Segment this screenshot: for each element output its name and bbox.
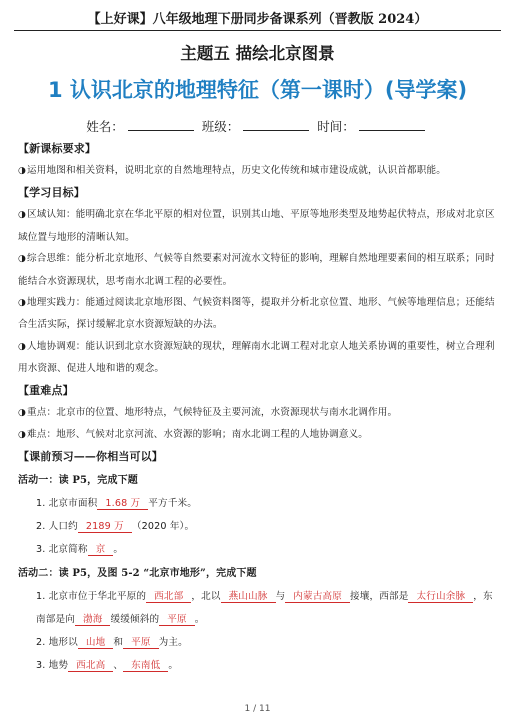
name-label: 姓名： [86, 119, 124, 134]
answer-blank[interactable]: 燕山山脉 [221, 591, 276, 603]
activity-two-title: 活动二：读 P5，及图 5-2 “北京市地形”，完成下题 [18, 568, 257, 580]
answer-blank[interactable]: 2189 万 [78, 521, 132, 533]
keypoint-item: ◑重点：北京市的位置、地形特点，气候特征及主要河流，水资源现状与南水北调作用。 [18, 406, 398, 418]
theme-title: 主题五 描绘北京图景 [180, 44, 335, 63]
half-filled-circle-icon: ◑ [18, 166, 27, 176]
standards-paragraph: ◑运用地图和相关资料，说明北京的自然地理特点，历史文化传统和城市建设成就，认识首都职能。 [18, 165, 446, 176]
half-filled-circle-icon: ◑ [18, 407, 27, 418]
answer-blank[interactable]: 山地 [78, 637, 114, 649]
answer-blank[interactable]: 内蒙古高原 [285, 591, 350, 603]
answer-blank[interactable]: 平原 [123, 637, 159, 649]
goal-item: ◑地理实践力：能通过阅读北京地形图、气候资料图等，提取并分析北京位置、地形、气候等地理信息；还能结合生活实际，探讨缓解北京水资源短缺的办法。 [18, 297, 495, 331]
answer-blank[interactable]: 渤海 [75, 614, 111, 626]
answer-blank[interactable]: 西北高 [68, 660, 113, 672]
half-filled-circle-icon: ◑ [18, 430, 27, 441]
lesson-title: 1 认识北京的地理特征（第一课时）(导学案) [47, 78, 468, 102]
keypoint-item: ◑难点：地形、气候对北京河流、水资源的影响；南水北调工程的人地协调意义。 [18, 429, 369, 441]
class-label: 班级： [201, 119, 240, 134]
activity-one-title: 活动一：读 P5，完成下题 [18, 475, 138, 487]
goal-item: ◑人地协调观：能认识到北京水资源短缺的现状，理解南水北调工程对北京人地关系协调的重要性，树立合理利用水资源、促进人地和谐的观念。 [18, 340, 495, 375]
question-item: 2. 人口约 2189 万 （2020 年）。 [36, 521, 195, 533]
series-header: 【上好课】八年级地理下册同步备课系列（晋教版 2024） [14, 8, 501, 31]
answer-blank[interactable]: 京 [88, 544, 114, 556]
document-body [18, 138, 500, 677]
half-filled-circle-icon: ◑ [18, 254, 27, 265]
time-blank[interactable] [359, 118, 425, 131]
question-item: 3. 地势 西北高 、 东南低 。 [36, 660, 179, 672]
half-filled-circle-icon: ◑ [18, 298, 27, 309]
question-item: 1. 北京市面积 1.68 万 平方千米。 [36, 498, 197, 510]
answer-blank[interactable]: 西北部 [146, 591, 191, 603]
student-info-row [0, 117, 515, 135]
time-label: 时间： [317, 119, 355, 134]
answer-blank[interactable]: 东南低 [123, 660, 168, 672]
section-heading-preview: 【课前预习——你相当可以】 [18, 450, 163, 464]
question-item: 2. 地形以 山地 和 平原 为主。 [36, 637, 188, 649]
half-filled-circle-icon: ◑ [18, 341, 27, 352]
answer-blank[interactable]: 平原 [159, 614, 195, 626]
section-heading-standards: 【新课标要求】 [18, 142, 97, 155]
question-item: 1. 北京市位于华北平原的 西北部 ，北以 燕山山脉 与 内蒙古高原 接壤，西部是 太行山余脉 ，东南部是向 渤海 缓缓倾斜的 平原 。 [36, 591, 493, 626]
section-heading-goals: 【学习目标】 [18, 186, 85, 200]
answer-blank[interactable]: 太行山余脉 [408, 591, 473, 603]
half-filled-circle-icon: ◑ [18, 210, 27, 221]
section-heading-keypoints: 【重难点】 [18, 383, 74, 397]
name-blank[interactable] [128, 118, 194, 131]
answer-blank[interactable]: 1.68 万 [97, 498, 148, 510]
goal-item: ◑区域认知：能明确北京在华北平原的相对位置，识别其山地、平原等地形类型及地势起伏特点，形成对北京区域位置与地形的清晰认知。 [18, 209, 495, 243]
question-item: 3. 北京简称 京 。 [36, 544, 124, 556]
class-blank[interactable] [243, 118, 309, 131]
page-number: 1 / 11 [244, 704, 271, 714]
goal-item: ◑综合思维：能分析北京地形、气候等自然要素对河流水文特征的影响，理解自然地理要素间的相互联系；同时能结合水资源现状，思考南水北调工程的必要性。 [18, 253, 495, 287]
